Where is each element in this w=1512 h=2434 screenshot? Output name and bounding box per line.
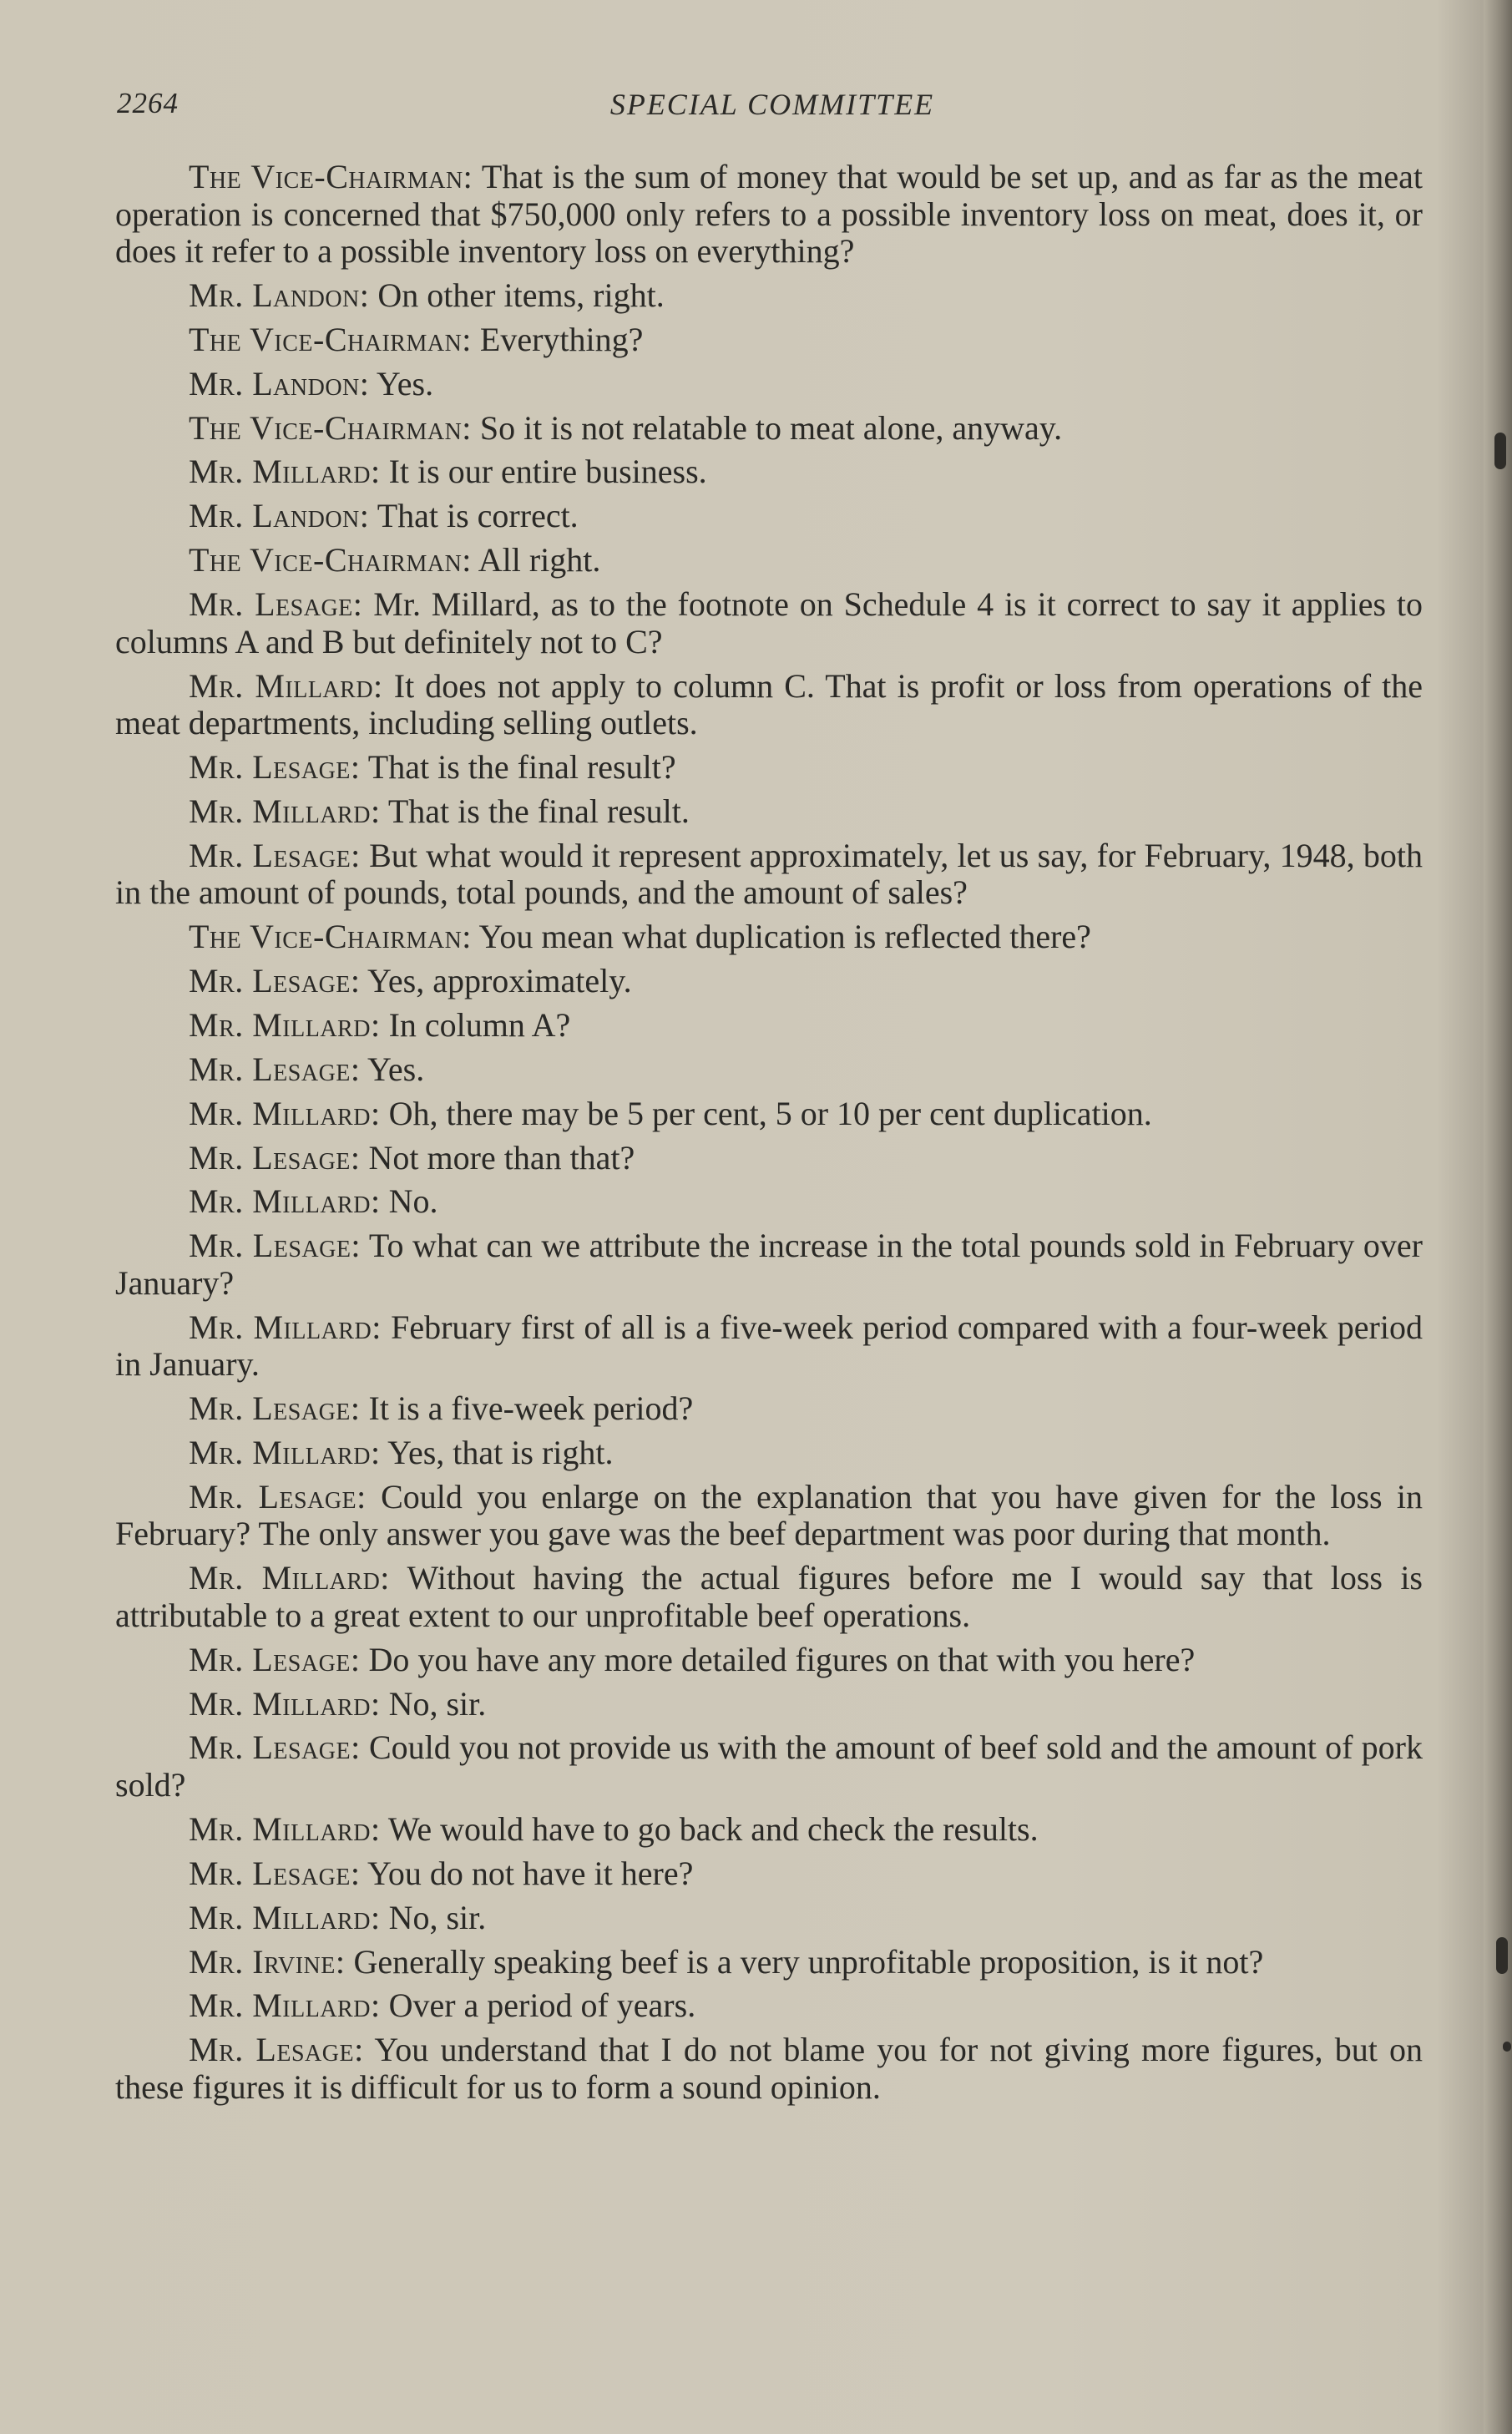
- binding-mark: [1503, 2042, 1511, 2052]
- speaker-name: Mr. Millard:: [189, 666, 383, 705]
- transcript-paragraph: [115, 542, 1423, 579]
- speech-text: You do not have it here?: [367, 1854, 694, 1892]
- speaker-name: Mr. Lesage:: [189, 1138, 361, 1177]
- transcript-paragraph: [115, 1686, 1423, 1723]
- speaker-name: Mr. Lesage:: [189, 747, 361, 786]
- speaker-name: Mr. Millard:: [189, 792, 381, 830]
- speech-text: You mean what duplication is reflected there?: [478, 918, 1091, 956]
- speech-text: No.: [388, 1182, 438, 1221]
- speech-text: Everything?: [479, 320, 644, 358]
- speaker-name: Mr. Lesage:: [189, 1389, 361, 1428]
- transcript-paragraph: [115, 668, 1423, 742]
- speaker-name: Mr. Lesage:: [189, 1477, 367, 1516]
- speaker-name: Mr. Lesage:: [189, 1728, 361, 1767]
- speech-text: We would have to go back and check the results.: [387, 1809, 1039, 1848]
- speech-text: Do you have any more detailed figures on that with you here?: [368, 1640, 1196, 1678]
- speaker-name: Mr. Millard:: [189, 1809, 381, 1848]
- speech-text: In column A?: [388, 1005, 571, 1044]
- transcript-paragraph: [115, 837, 1423, 912]
- speech-text: Could you not provide us with the amount of beef sold and the amount of pork sold?: [115, 1728, 1423, 1804]
- speaker-name: Mr. Millard:: [189, 1684, 381, 1723]
- page-edge: [1484, 0, 1512, 2434]
- speaker-name: Mr. Lesage:: [189, 2031, 364, 2069]
- speaker-name: Mr. Millard:: [189, 1182, 381, 1221]
- running-head: SPECIAL COMMITTEE: [609, 88, 935, 121]
- transcript-body: [115, 159, 1423, 2113]
- transcript-paragraph: [115, 1007, 1423, 1045]
- transcript-paragraph: [115, 321, 1423, 359]
- transcript-paragraph: [115, 1900, 1423, 1937]
- transcript-paragraph: [115, 1855, 1423, 1893]
- speaker-name: Mr. Lesage:: [189, 1227, 362, 1265]
- speech-text: Generally speaking beef is a very unprofitable proposition, is it not?: [353, 1942, 1264, 1981]
- transcript-paragraph: [115, 586, 1423, 660]
- speech-text: February first of all is a five-week period compared with a four-week period in January.: [115, 1308, 1423, 1384]
- transcript-paragraph: [115, 277, 1423, 315]
- speech-text: It is our entire business.: [388, 453, 707, 491]
- speech-text: Yes, that is right.: [387, 1433, 614, 1471]
- speech-text: No, sir.: [388, 1684, 487, 1723]
- transcript-paragraph: [115, 1560, 1423, 1634]
- speaker-name: The Vice-Chairman:: [189, 918, 472, 956]
- transcript-paragraph: [115, 410, 1423, 448]
- speaker-name: Mr. Lesage:: [189, 961, 361, 999]
- speech-text: No, sir.: [388, 1898, 487, 1936]
- transcript-paragraph: [115, 498, 1423, 535]
- speaker-name: Mr. Millard:: [189, 1005, 381, 1044]
- transcript-paragraph: [115, 1811, 1423, 1849]
- transcript-paragraph: [115, 1140, 1423, 1177]
- speech-text: Without having the actual figures before me I would say that loss is attributable to a great extent to our unprofitable beef operations.: [115, 1559, 1423, 1634]
- speech-text: That is the final result?: [367, 747, 676, 786]
- speech-text: Oh, there may be 5 per cent, 5 or 10 per cent duplication.: [388, 1094, 1152, 1132]
- speech-text: That is the sum of money that would be set up, and as far as the meat operation is concerned that $750,000 only refers to a possible inventory loss on meat, does it, or does it refer to a possible inventory loss on everything?: [115, 158, 1423, 270]
- transcript-paragraph: [115, 366, 1423, 403]
- transcript-paragraph: [115, 1729, 1423, 1804]
- transcript-paragraph: [115, 1987, 1423, 2025]
- speaker-name: Mr. Millard:: [189, 1898, 381, 1936]
- speech-text: It is a five-week period?: [368, 1389, 694, 1428]
- speech-text: That is correct.: [377, 497, 579, 535]
- speaker-name: Mr. Lesage:: [189, 585, 363, 624]
- transcript-paragraph: [115, 1944, 1423, 1981]
- speech-text: You understand that I do not blame you for not giving more figures, but on these figures it is difficult for us to form a sound opinion.: [115, 2031, 1423, 2106]
- speaker-name: Mr. Lesage:: [189, 1640, 361, 1678]
- speaker-name: Mr. Millard:: [189, 453, 381, 491]
- speech-text: All right.: [478, 541, 601, 579]
- speech-text: So it is not relatable to meat alone, anyway.: [479, 408, 1063, 447]
- speech-text: On other items, right.: [377, 276, 665, 314]
- speech-text: To what can we attribute the increase in the total pounds sold in February over January?: [115, 1227, 1424, 1302]
- speaker-name: Mr. Millard:: [189, 1094, 381, 1132]
- transcript-paragraph: [115, 1096, 1423, 1133]
- speaker-name: Mr. Landon:: [189, 497, 370, 535]
- transcript-paragraph: [115, 1642, 1423, 1679]
- speaker-name: Mr. Lesage:: [189, 1050, 361, 1088]
- speaker-name: Mr. Landon:: [189, 276, 370, 314]
- speech-text: Yes.: [376, 364, 434, 402]
- transcript-paragraph: [115, 1479, 1423, 1553]
- transcript-paragraph: [115, 1227, 1423, 1302]
- speech-text: But what would it represent approximately, let us say, for February, 1948, both in the amount of pounds, total pounds, and the amount of sales?: [115, 836, 1423, 912]
- speaker-name: The Vice-Chairman:: [189, 541, 472, 579]
- speech-text: That is the final result.: [387, 792, 690, 830]
- transcript-paragraph: [115, 1183, 1423, 1221]
- transcript-paragraph: [115, 1390, 1423, 1428]
- page-header: [117, 87, 1428, 129]
- speaker-name: Mr. Millard:: [189, 1559, 390, 1597]
- speech-text: Yes, approximately.: [367, 961, 632, 999]
- speech-text: Mr. Millard, as to the footnote on Schedule 4 is it correct to say it applies to columns A and B but definitely not to C?: [115, 585, 1424, 660]
- transcript-paragraph: [115, 963, 1423, 1000]
- speaker-name: Mr. Millard:: [189, 1986, 381, 2025]
- speaker-name: Mr. Millard:: [189, 1433, 381, 1471]
- binding-mark: [1496, 1937, 1508, 1974]
- transcript-paragraph: [115, 1309, 1423, 1384]
- speech-text: It does not apply to column C. That is profit or loss from operations of the meat departments, including selling outlets.: [115, 666, 1424, 742]
- speaker-name: Mr. Lesage:: [189, 1854, 361, 1892]
- speech-text: Not more than that?: [368, 1138, 635, 1177]
- transcript-paragraph: [115, 918, 1423, 956]
- page-number: 2264: [117, 87, 179, 119]
- transcript-paragraph: [115, 793, 1423, 831]
- speaker-name: The Vice-Chairman:: [189, 320, 472, 358]
- binding-mark: [1494, 433, 1506, 469]
- speaker-name: Mr. Irvine:: [189, 1942, 346, 1981]
- speaker-name: Mr. Millard:: [189, 1308, 382, 1346]
- speech-text: Could you enlarge on the explanation that you have given for the loss in February? The only answer you gave was the beef department was poor during that month.: [115, 1477, 1423, 1553]
- transcript-paragraph: [115, 749, 1423, 787]
- transcript-paragraph: [115, 2032, 1423, 2106]
- transcript-paragraph: [115, 1051, 1423, 1089]
- speaker-name: The Vice-Chairman:: [189, 408, 472, 447]
- transcript-paragraph: [115, 453, 1423, 491]
- transcript-paragraph: [115, 1435, 1423, 1472]
- speaker-name: The Vice-Chairman:: [189, 158, 473, 195]
- speech-text: Yes.: [367, 1050, 425, 1088]
- transcript-paragraph: [115, 159, 1423, 271]
- speaker-name: Mr. Landon:: [189, 364, 370, 402]
- speaker-name: Mr. Lesage:: [189, 836, 361, 874]
- speech-text: Over a period of years.: [388, 1986, 696, 2025]
